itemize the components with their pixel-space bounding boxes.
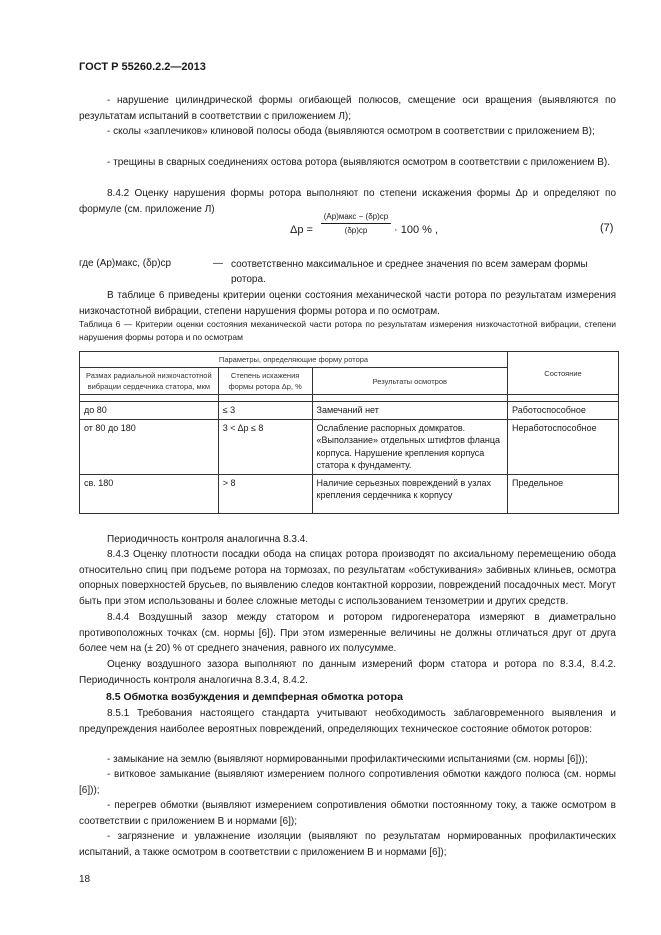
paragraph-defect-cracks: - трещины в сварных соединениях остова ротора (выявляются осмотром в соответствии с приложением В).: [107, 157, 610, 168]
table-col-state: Состояние: [508, 352, 619, 395]
list-item-turn-fault: - витковое замыкание (выявляют измерением полного сопротивления обмотки каждого полюса (см. нормы [6]));: [79, 769, 616, 796]
section-title-8-5: 8.5 Обмотка возбуждения и демпферная обмотка ротора: [106, 691, 403, 703]
table-cell: Предельное: [508, 474, 619, 513]
document-header: ГОСТ Р 55260.2.2—2013: [79, 61, 206, 73]
table-intro: В таблице 6 приведены критерии оценки состояния механической части ротора по результатам измерения низкочастотной вибрации, степени нарушения формы ротора и по осмотрам.: [79, 290, 616, 317]
table-cell: до 80: [80, 402, 219, 420]
formula-multiplier: · 100 % ,: [394, 224, 439, 236]
formula-7: [290, 212, 590, 252]
table-row: [80, 402, 619, 420]
paragraph-air-gap: Оценку воздушного зазора выполняют по данным измерений форм статора и ротора по 8.3.4, 8.4.2. Периодичность контроля аналогична 8.3.4, 8.4.2.: [79, 659, 616, 686]
paragraph-defect-chips: - сколы «заплечиков» клиновой полосы обода (выявляются осмотром в соответствии с приложением В);: [107, 126, 595, 137]
table-group-header: Параметры, определяющие форму ротора: [80, 352, 508, 368]
where-label: где (Aр)макс, (δр)ср: [79, 258, 172, 269]
where-definition: соответственно максимальное и среднее значения по всем замерам формы ротора.: [231, 259, 588, 285]
table-row: [80, 474, 619, 513]
paragraph-8-4-4: 8.4.4 Воздушный зазор между статором и ротором гидрогенератора измеряют в диаметрально противоположных точках (см. нормы [6]). При этом измеренные величины не должны отличаться друг от друга более чем на (± 20) % от среднего значения, равного их полусумме.: [79, 612, 616, 654]
page-number: 18: [79, 874, 91, 885]
table-cell: 3 < Δр ≤ 8: [218, 419, 312, 474]
table-col-distortion: Степень искажения формы ротора Δр, %: [218, 368, 312, 395]
paragraph-periodicity: Периодичность контроля аналогична 8.3.4.: [107, 534, 309, 545]
list-item-ground-fault: - замыкание на землю (выявляют нормированными профилактическими испытаниями (см. нормы [6]));: [107, 754, 588, 765]
table-col-inspection: Результаты осмотров: [312, 368, 508, 395]
where-dash: —: [213, 258, 223, 269]
equation-number: (7): [600, 222, 614, 234]
formula-denominator: (δр)ср: [344, 226, 368, 235]
list-item-contamination: - загрязнение и увлажнение изоляции (выявляют по результатам нормированных профилактических испытаний, а также осмотром в соответствии с приложением В и нормами [6]);: [79, 831, 616, 858]
table-cell: от 80 до 180: [80, 419, 219, 474]
table-cell: Замечаний нет: [312, 402, 508, 420]
table-row: [80, 419, 619, 474]
table-cell: > 8: [218, 474, 312, 513]
table-caption: Таблица 6 — Критерии оценки состояния механической части ротора по результатам измерения низкочастотной вибрации, степени нарушения формы ротора и по осмотрам: [79, 319, 616, 342]
table-cell: Неработоспособное: [508, 419, 619, 474]
table-cell: Работоспособное: [508, 402, 619, 420]
formula-lhs: Δр =: [290, 224, 313, 236]
table-cell: Ослабление распорных домкратов. «Выползание» отдельных штифтов фланца корпуса. Нарушение крепления корпуса статора к фундаменту.: [312, 419, 508, 474]
table-6: [79, 351, 619, 514]
paragraph-8-5-1: 8.5.1 Требования настоящего стандарта учитывают необходимость заблаговременного выявления и предупреждения наиболее вероятных повреждений, определяющих техническое состояние обмоток роторов:: [79, 708, 616, 735]
formula-numerator: (Ap)макс − (δр)ср: [321, 212, 391, 224]
paragraph-defect-cylindrical: - нарушение цилиндрической формы огибающей полюсов, смещение оси вращения (выявляются по результатам испытаний в соответствии с приложением Л);: [79, 95, 616, 122]
paragraph-8-4-3: 8.4.3 Оценку плотности посадки обода на спицах ротора производят по аксиальному перемещению обода относительно спиц при подъеме ротора на тормозах, по результатам «обстукивания» забивных клиньев, осмотра опорных поверхностей брусьев, по выявлению следов контактной коррозии, повреждений посадочных мест. Могут быть при этом использованы и более сложные методы с использованием тензометрии и других средств.: [79, 549, 616, 607]
paragraph-8-4-2: 8.4.2 Оценку нарушения формы ротора выполняют по степени искажения формы Δр и определяют по формуле (см. приложение Л): [79, 188, 616, 215]
table-cell: ≤ 3: [218, 402, 312, 420]
table-col-vibration: Размах радиальной низкочастотной вибрации сердечника статора, мкм: [80, 368, 219, 395]
table-cell: св. 180: [80, 474, 219, 513]
table-cell: Наличие серьезных повреждений в узлах крепления сердечника к корпусу: [312, 474, 508, 513]
list-item-overheating: - перегрев обмотки (выявляют измерением сопротивления обмотки постоянному току, а также осмотром в соответствии с приложением В и нормами [6]);: [79, 800, 616, 827]
table-spacer-row: [80, 395, 619, 402]
formula-fraction: [321, 212, 391, 235]
